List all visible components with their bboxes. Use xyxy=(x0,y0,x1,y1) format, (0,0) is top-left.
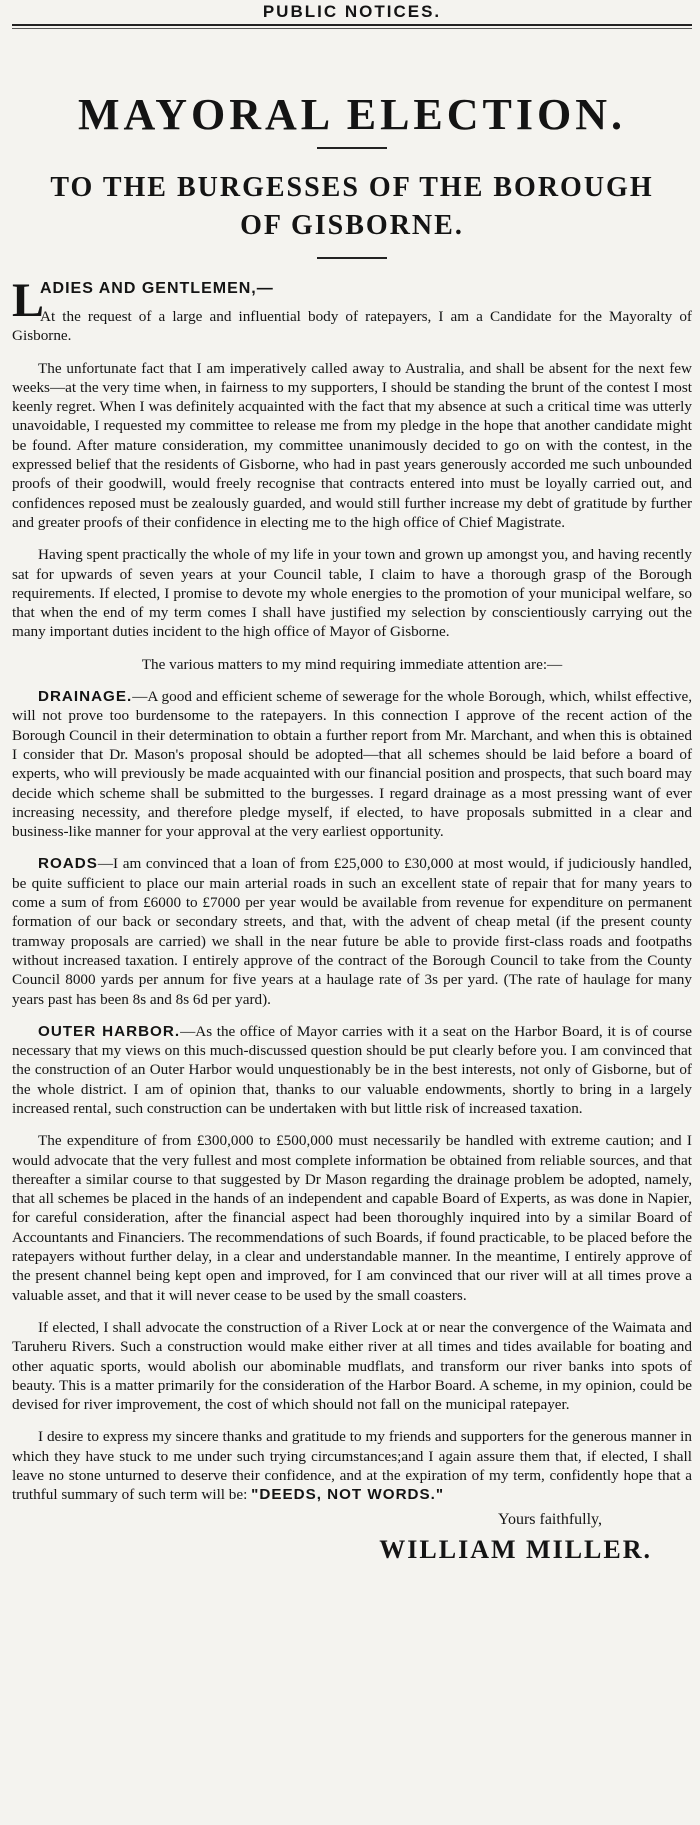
roads-text: —I am convinced that a loan of from £25,000 to £30,000 at most would, if judiciously handled, be quite sufficient to place our main arterial roads in such an excellent state of repair that for many years to come a sum of from £6000 to £7000 per year would be available from revenue for expenditure on permanent formation of our back or secondary streets, and that, with the advent of cheap metal (if the present county tramway proposals are carried) we shall in the near future be able to provide first-class roads and footpaths without increased taxation. I entirely approve of the contract of the Borough Council to take from the County Council 8000 yards per annum for five years at a haulage rate of 3s per yard. (The rate of haulage for many years past has been 8s and 8s 6d per yard). xyxy=(12,855,692,1008)
closing: Yours faithfully, xyxy=(497,1510,602,1528)
motto: "DEEDS, NOT WORDS." xyxy=(251,1486,445,1504)
paragraph-matters-intro: The various matters to my mind requiring immediate attention are:— xyxy=(141,655,563,673)
roads-label: ROADS xyxy=(38,855,98,873)
headline: MAYORAL ELECTION. xyxy=(77,90,627,139)
paragraph-absence: The unfortunate fact that I am imperatively called away to Australia, and shall be absent for the next few weeks—at the very time when, in fairness to my supporters, I should be standing the brunt of the contest I most keenly regret. When I was definitely acquainted with the fact that my absence at such a critical time was utterly unavoidable, I requested my committee to release me from my pledge in the hope that another candidate might be found. After mature consideration, my committee unanimously decided to go on with the contest, in the expressed belief that the residents of Gisborne, who had in past years generously accorded me such unbounded proofs of their goodwill, would freely recognise that contracts entered into must be loyally carried out, and confidences reposed must be zealously guarded, and would still further increase my debt of gratitude by further and greater proofs of their confidence in electing me to the high office of Chief Magistrate. xyxy=(12,359,692,531)
top-rule-thin xyxy=(12,28,692,29)
paragraph-thanks xyxy=(12,1427,692,1504)
paragraph-drainage xyxy=(12,687,692,841)
thanks-text: I desire to express my sincere thanks and gratitude to my friends and supporters for the generous manner in which they have stuck to me under such trying circumstances;and I again assure them that, if elected, I shall leave no stone unturned to deserve their confidence, and at the expiration of my term, confidently hope that a truthful summary of such term will be: xyxy=(12,1428,692,1504)
subheadline: TO THE BURGESSES OF THE BOROUGH OF GISBORNE. xyxy=(50,172,654,241)
paragraph-experience: Having spent practically the whole of my life in your town and grown up amongst you, and having recently sat for upwards of seven years at your Council table, I claim to have a thorough grasp of the Borough requirements. If elected, I promise to devote my whole energies to the promotion of your municipal welfare, so that when the end of my term comes I shall have justified my selection by conscientiously carrying out the many important duties incident to the high office of Mayor of Gisborne. xyxy=(12,546,692,641)
paragraph-expenditure: The expenditure of from £300,000 to £500,000 must necessarily be handled with extreme caution; and I would advocate that the very fullest and most complete information be obtained from reliable sources, and that thereafter a similar course to that suggested by Dr Mason regarding the drainage problem be adopted, namely, that all schemes be placed in the hands of an independent and capable Board of Experts, as was done in Napier, for careful consideration, after the financial aspect had been thoroughly inquired into by a similar Board of Accountants and Financiers. The recommendations of such Boards, if found practicable, to be placed before the ratepayers without further delay, in a clear and understandable manner. In the meantime, I entirely approve of the present channel being kept open and improved, for I am convinced that our river will at all times prove a valuable asset, and that it will never cease to be used by the small coasters. xyxy=(12,1132,692,1304)
paragraph-river-lock: If elected, I shall advocate the construction of a River Lock at or near the convergence of the Waimata and Taruheru Rivers. Such a construction would make either river at all times and tides available for boating and other aquatic sports, would abolish our abominable mudflats, and transform our river banks into spots of beauty. This is a matter primarily for the consideration of the Harbor Board. A scheme, in my opinion, could be devised for river improvement, the cost of which should not fall on the municipal ratepayer. xyxy=(12,1318,692,1414)
outer-harbor-text: —As the office of Mayor carries with it a seat on the Harbor Board, it is of course necessary that my views on this much-discussed question should be put clearly before you. I am convinced that the construction of an Outer Harbor would unquestionably be in the best interests, not only of Gisborne, but of the whole district. I am of opinion that, thanks to our valuable endowments, shortly to bring in a largely increased rental, such construction can be undertaken with but little risk of increased taxation. xyxy=(12,1022,693,1117)
headline-divider xyxy=(317,147,387,149)
top-rule xyxy=(12,24,692,26)
paragraph-outer-harbor xyxy=(12,1022,692,1118)
salutation-text: ADIES AND GENTLEMEN,— xyxy=(40,280,274,297)
paragraph-request: At the request of a large and influential body of ratepayers, I am a Candidate for the Mayoralty of Gisborne. xyxy=(12,308,692,345)
outer-harbor-label: OUTER HARBOR. xyxy=(38,1022,181,1040)
drainage-label: DRAINAGE. xyxy=(38,688,133,706)
drop-cap: L xyxy=(12,274,46,327)
section-title: PUBLIC NOTICES. xyxy=(262,2,442,21)
paragraph-roads xyxy=(12,854,692,1008)
signature: WILLIAM MILLER. xyxy=(379,1534,652,1564)
subheadline-divider xyxy=(317,257,387,259)
drainage-text: —A good and efficient scheme of sewerage for the whole Borough, which, whilst effective, will not prove too burdensome to the ratepayers. In this connection I approve of the recent action of the Borough Council in their determination to obtain a further report from Mr. Marchant, and when this is obtained I consider that Dr. Mason's proposal should be adopted—that all schemes should be laid before a board of experts, who will previously be made acquainted with our financial position and prospects, that such board may decide which scheme shall be submitted to the burgesses. I regard drainage as a most pressing want of ever increasing necessity, and therefore pledge myself, if elected, to have proposals submitted in a clear and business-like manner for your approval at the very earliest opportunity. xyxy=(12,688,692,841)
notice-body xyxy=(12,307,692,1505)
